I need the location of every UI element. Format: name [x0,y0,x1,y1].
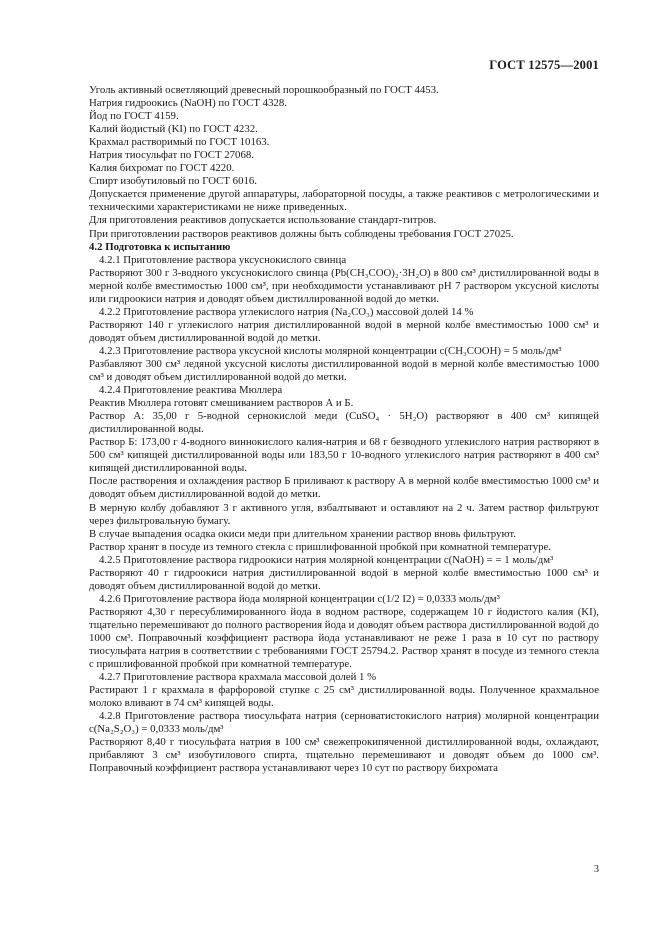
paragraph: Для приготовления реактивов допускается использование стандарт-титров. [89,214,437,227]
paragraph: Растворяют 40 г гидроокиси натрия дистиллированной водой в мерной колбе вместимостью 1000 см³ и доводят объем дистиллированной водой до метки. [89,566,599,592]
paragraph: Калия бихромат по ГОСТ 4220. [89,162,235,175]
paragraph: 4.2.4 Приготовление реактива Мюллера [99,384,283,397]
paragraph: При приготовлении растворов реактивов должны быть соблюдены требования ГОСТ 27025. [89,227,514,240]
paragraph: 4.2.3 Приготовление раствора уксусной кислоты молярной концентрации c(CH₃COOH) = 5 моль/дм³ [99,344,562,357]
paragraph: Разбавляют 300 см³ ледяной уксусной кислоты дистиллированной водой в мерной колбе вместимостью 1000 см³ и доводят объем дистиллированной водой до метки. [89,357,599,384]
page-number: 3 [594,864,599,875]
paragraph: Уголь активный осветляющий древесный порошкообразный по ГОСТ 4453. [89,84,439,96]
paragraph: Натрия гидроокись (NaOH) по ГОСТ 4328. [89,97,287,110]
paragraph: Растворяют 4,30 г пересублимированного йода в водном растворе, содержащем 10 г йодистого калия (KI), тщательно перемешивают до полного растворения йода и доводят объем раствора дистиллированной водой до 1000 см³. Поправочный коэффициент раствора йода устанавливают не реже 1 раза в 10 сут по раствору тиосульфата натрия в соответствии с требованиями ГОСТ 25794.2. Раствор хранят в посуде из темного стекла с пришлифованной пробкой при комнатной температуре. [89,605,600,671]
paragraph: Растворяют 140 г углекислого натрия дистиллированной водой в мерной колбе вместимостью 1000 см³ и доводят объем дистиллированной водой до метки. [89,318,599,344]
paragraph: В случае выпадения осадка окиси меди при длительном хранении раствор вновь фильтруют. [89,527,516,540]
paragraph: Растворяют 300 г 3-водного уксуснокислого свинца (Pb(CH₃COO)₂·3H₂O) в 800 см³ дистиллированной воды в мерной колбе вместимостью 1000 см³, при необходимости устанавливают рН 7 раствором уксусной кислоты или гидроокиси натрия и доводят объем дистиллированной водой до метки. [89,266,599,305]
paragraph: Допускается применение другой аппаратуры, лабораторной посуды, а также реактивов с метрологическими и техническими характеристиками не ниже приведенных. [89,188,599,214]
paragraph: Йод по ГОСТ 4159. [89,110,179,123]
paragraph: Реактив Мюллера готовят смешиванием растворов А и Б. [89,397,354,410]
paragraph: 4.2.6 Приготовление раствора йода молярной концентрации c(1/2 I2) = 0,0333 моль/дм³ [99,592,500,605]
paragraph: Раствор Б: 173,00 г 4-водного виннокислого калия-натрия и 68 г безводного углекислого натрия растворяют в 500 см³ кипящей дистиллированной воды или 183,50 г 10-водного углекислого натрия растворяют в 400 см³ кипящей дистиллированной воды. [89,436,599,475]
paragraph: Натрия тиосульфат по ГОСТ 27068. [89,149,254,162]
paragraph: Раствор хранят в посуде из темного стекла с пришлифованной пробкой при комнатной температуре. [89,540,551,553]
paragraph: После растворения и охлаждения раствор Б приливают к раствору А в мерной колбе вместимостью 1000 см³ и доводят объем дистиллированной водой до метки. [89,475,599,501]
paragraph: Растирают 1 г крахмала в фарфоровой ступке с 25 см³ дистиллированной воды. Полученное крахмальное молоко вливают в 74 см³ кипящей воды. [89,684,599,710]
paragraph: 4.2.7 Приготовление раствора крахмала массовой долей 1 % [99,671,377,684]
paragraph: Спирт изобутиловый по ГОСТ 6016. [89,175,257,188]
paragraph: Растворяют 8,40 г тиосульфата натрия в 100 см³ свежепрокипяченной дистиллированной воды, охлаждают, прибавляют 3 см³ изобутилового спирта, тщательно перемешивают и доводят объем до 1000 см³. Поправочный коэффициент раствора устанавливают через 10 сут по раствору бихромата [89,736,599,775]
paragraph: В мерную колбу добавляют 3 г активного угля, взбалтывают и оставляют на 2 ч. Затем раствор фильтруют через фильтровальную бумагу. [89,501,599,527]
paragraph: 4.2.8 Приготовление раствора тиосульфата натрия (серноватистокислого натрия) молярной концентрации c(Na₂S₂O₃) = 0,0333 моль/дм³ [89,710,599,736]
section-heading: 4.2 Подготовка к испытанию [89,240,231,253]
paragraph: Калий йодистый (KI) по ГОСТ 4232. [89,123,258,136]
standard-code-header: ГОСТ 12575—2001 [489,58,599,72]
paragraph: 4.2.2 Приготовление раствора углекислого натрия (Na₂CO₃) массовой долей 14 % [99,305,474,318]
paragraph: 4.2.5 Приготовление раствора гидроокиси натрия молярной концентрации c(NaOH) = = 1 моль/дм³ [99,553,554,566]
document-body [89,84,599,775]
paragraph: Крахмал растворимый по ГОСТ 10163. [89,136,270,149]
paragraph: Раствор А: 35,00 г 5-водной сернокислой меди (CuSO₄ · 5H₂O) растворяют в 400 см³ кипящей дистиллированной воды. [89,410,599,436]
paragraph: 4.2.1 Приготовление раствора уксуснокислого свинца [99,253,347,266]
